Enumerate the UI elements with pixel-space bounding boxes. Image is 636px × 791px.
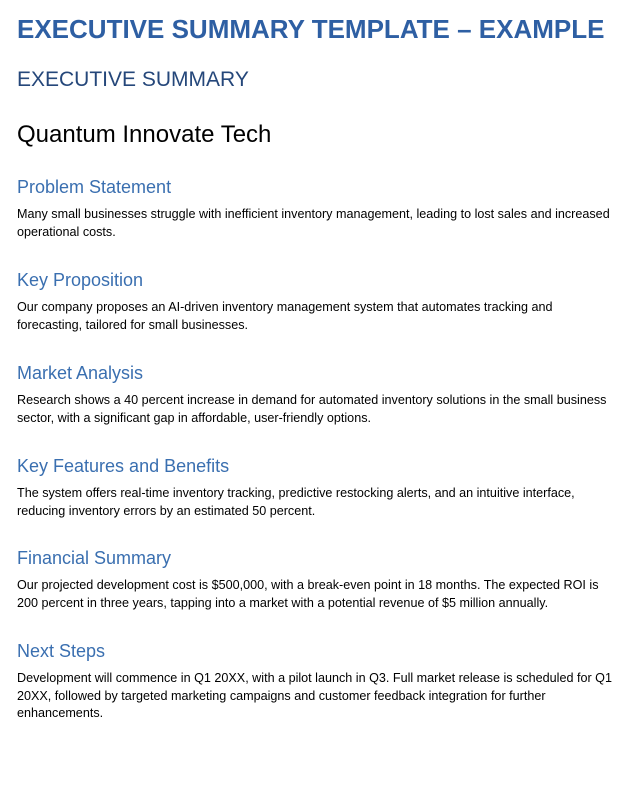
section-financial-summary — [17, 546, 617, 612]
section-body: Our projected development cost is $500,000, with a break-even point in 18 months. The expected ROI is 200 percent in three years, tapping into a market with a potential revenue of $5 million annually. — [17, 578, 599, 610]
section-heading: Key Proposition — [17, 270, 144, 290]
section-problem-statement — [17, 175, 617, 241]
section-body: Research shows a 40 percent increase in demand for automated inventory solutions in the small business sector, with a significant gap in affordable, user-friendly options. — [17, 393, 607, 425]
section-body: Development will commence in Q1 20XX, with a pilot launch in Q3. Full market release is scheduled for Q1 20XX, followed by targeted marketing campaigns and customer feedback integration for further enhancements. — [17, 671, 612, 720]
document-title: EXECUTIVE SUMMARY TEMPLATE – EXAMPLE — [17, 14, 605, 44]
section-market-analysis — [17, 361, 617, 427]
section-body: The system offers real-time inventory tracking, predictive restocking alerts, and an intuitive interface, reducing inventory errors by an estimated 50 percent. — [17, 486, 575, 518]
company-name: Quantum Innovate Tech — [17, 121, 272, 148]
section-heading: Financial Summary — [17, 548, 172, 568]
document-subtitle: EXECUTIVE SUMMARY — [17, 68, 249, 91]
section-key-proposition — [17, 268, 617, 334]
section-key-features-and-benefits — [17, 454, 617, 520]
section-heading: Market Analysis — [17, 363, 144, 383]
section-heading: Next Steps — [17, 641, 106, 661]
section-next-steps — [17, 639, 617, 723]
section-heading: Key Features and Benefits — [17, 456, 230, 476]
section-heading: Problem Statement — [17, 177, 172, 197]
section-body: Our company proposes an AI-driven inventory management system that automates tracking and forecasting, tailored for small businesses. — [17, 300, 553, 332]
section-body: Many small businesses struggle with inefficient inventory management, leading to lost sales and increased operational costs. — [17, 207, 610, 239]
